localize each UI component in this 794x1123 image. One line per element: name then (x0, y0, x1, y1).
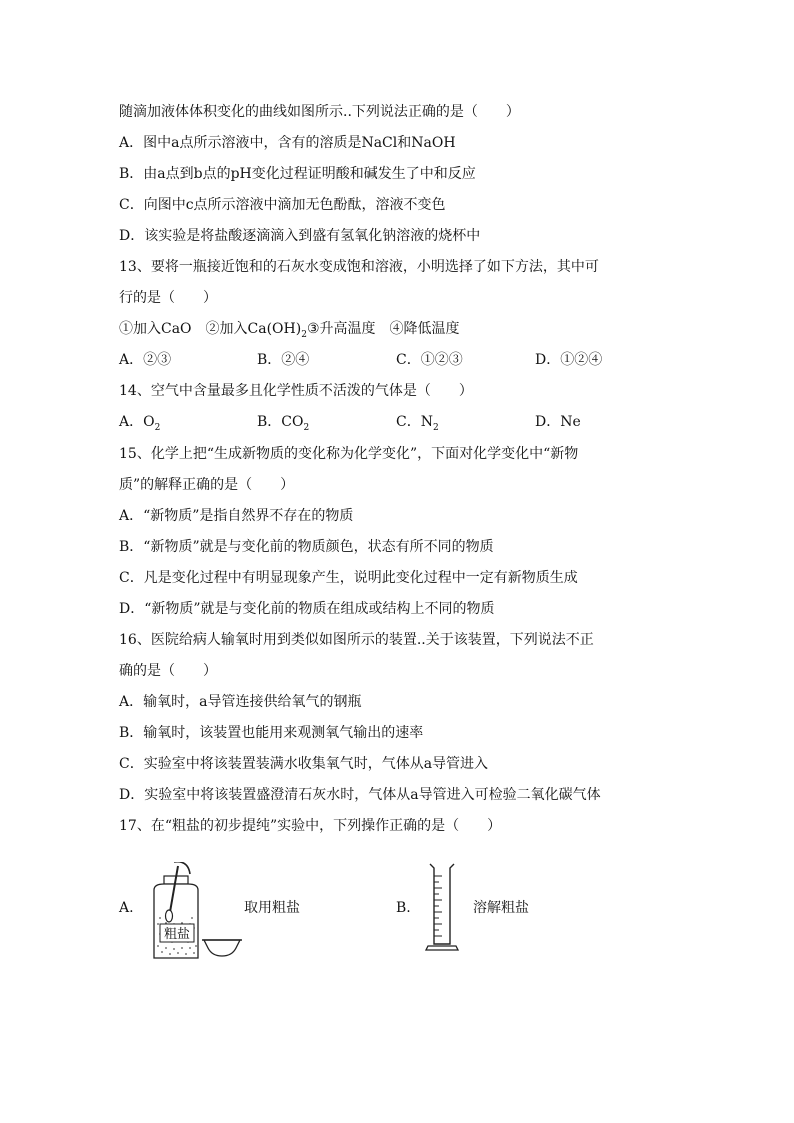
q15-option-c: C．凡是变化过程中有明显现象产生，说明此变化过程中一定有新物质生成 (119, 570, 578, 586)
q14-option-b (257, 412, 309, 432)
q12-option-c: C．向图中c点所示溶液中滴加无色酚酞，溶液不变色 (119, 197, 446, 213)
jar-label: 粗盐 (163, 927, 191, 942)
q14-option-a-sub: 2 (154, 422, 161, 433)
q13-option-a: A．②③ (119, 352, 172, 368)
q14-option-a-text: A．O (119, 414, 155, 430)
salt-jar-figure (140, 862, 250, 962)
graduated-cylinder-figure (422, 862, 462, 954)
q17-option-a-letter: A. (119, 900, 134, 916)
cylinder-base (426, 946, 458, 950)
q12-option-a: A．图中a点所示溶液中，含有的溶质是NaCl和NaOH (119, 135, 456, 151)
q12-stem: 随滴加液体体积变化的曲线如图所示..下列说法正确的是（ ） (119, 104, 520, 120)
q15-option-a: A．“新物质”是指自然界不存在的物质 (119, 508, 354, 524)
q13-option-b: B．②④ (257, 352, 310, 368)
q15-option-d: D．“新物质”就是与变化前的物质在组成或结构上不同的物质 (119, 601, 495, 617)
q14-option-c (396, 412, 439, 432)
q17-option-a-caption: 取用粗盐 (244, 900, 300, 916)
q16-option-b: B．输氧时，该装置也能用来观测氧气输出的速率 (119, 725, 424, 741)
q14-option-b-text: B．CO (257, 414, 304, 430)
q16-option-d: D．实验室中将该装置盛澄清石灰水时，气体从a导管进入可检验二氧化碳气体 (119, 787, 601, 803)
q15-stem-line2: 质”的解释正确的是（ ） (119, 477, 295, 493)
q13-methods-pre: ①加入CaO ②加入Ca(OH) (119, 321, 302, 337)
q16-option-c: C．实验室中将该装置装满水收集氧气时，气体从a导管进入 (119, 756, 489, 772)
q13-stem-line2: 行的是（ ） (119, 290, 217, 306)
evaporating-dish (204, 940, 240, 956)
q15-stem-line1: 15、化学上把“生成新物质的变化称为化学变化”，下面对化学变化中“新物 (119, 446, 579, 462)
q14-option-c-sub: 2 (432, 422, 439, 433)
spoon-bowl (166, 910, 173, 922)
q16-option-a: A．输氧时，a导管连接供给氧气的钢瓶 (119, 694, 362, 710)
q14-option-b-sub: 2 (303, 422, 310, 433)
q13-stem-line1: 13、要将一瓶接近饱和的石灰水变成饱和溶液，小明选择了如下方法，其中可 (119, 259, 599, 275)
q17-option-b-letter: B. (396, 900, 411, 916)
q14-option-d: D．Ne (535, 414, 581, 430)
q15-option-b: B．“新物质”就是与变化前的物质颜色，状态有所不同的物质 (119, 539, 494, 555)
cylinder-graduations (434, 876, 442, 936)
q13-methods-sub: 2 (301, 329, 307, 340)
q14-stem: 14、空气中含量最多且化学性质不活泼的气体是（ ） (119, 383, 473, 399)
q13-option-d: D．①②④ (535, 352, 603, 368)
q16-stem-line2: 确的是（ ） (119, 663, 217, 679)
q13-option-c: C．①②③ (396, 352, 463, 368)
q12-option-d: D．该实验是将盐酸逐滴滴入到盛有氢氧化钠溶液的烧杯中 (119, 228, 481, 244)
q12-option-b: B．由a点到b点的pH变化过程证明酸和碱发生了中和反应 (119, 166, 476, 182)
q14-option-a (119, 412, 160, 432)
q13-methods-post: ③升高温度 ④降低温度 (306, 321, 460, 337)
q17-option-b-caption: 溶解粗盐 (473, 900, 529, 916)
q16-stem-line1: 16、医院给病人输氧时用到类似如图所示的装置..关于该装置，下列说法不正 (119, 632, 594, 648)
jar-body (154, 884, 198, 958)
q13-methods (119, 319, 460, 339)
q17-stem: 17、在“粗盐的初步提纯”实验中，下列操作正确的是（ ） (119, 818, 502, 834)
q14-option-c-text: C．N (396, 414, 433, 430)
